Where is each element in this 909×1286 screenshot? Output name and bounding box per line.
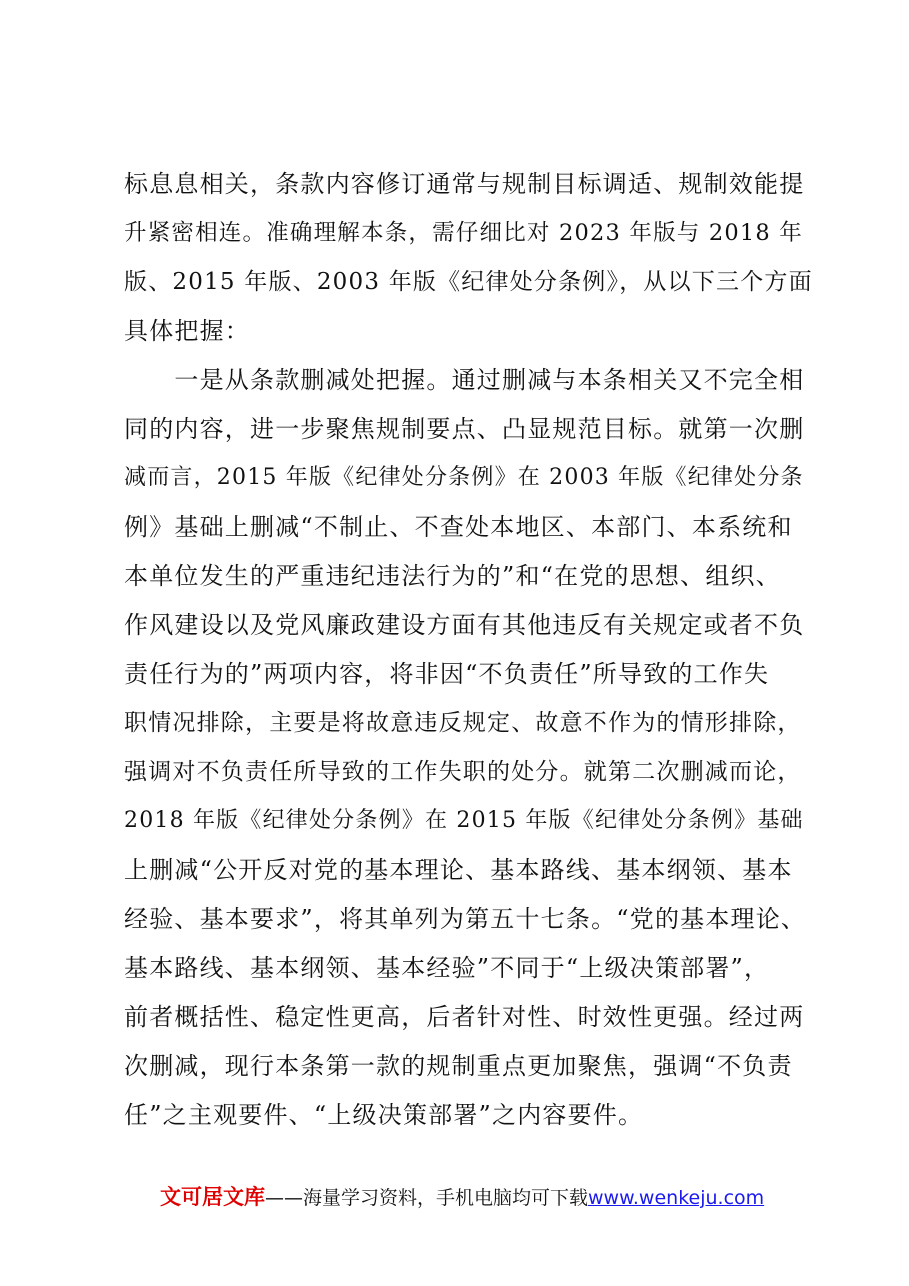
text-line: 任”之主观要件、“上级决策部署”之内容要件。 bbox=[124, 1101, 644, 1129]
text-line: 本单位发生的严重违纪违法行为的”和“在党的思想、组织、 bbox=[124, 562, 781, 590]
text-line: 前者概括性、稳定性更高，后者针对性、时效性更强。经过两 bbox=[124, 1003, 805, 1031]
footer-banner bbox=[160, 1181, 780, 1213]
text-line: 一是从条款删减处把握。通过删减与本条相关又不完全相 bbox=[124, 366, 805, 394]
text-line: 责任行为的”两项内容，将非因“不负责任”所导致的工作失 bbox=[124, 660, 770, 688]
text-line: 标息息相关，条款内容修订通常与规制目标调适、规制效能提 bbox=[124, 170, 805, 198]
text-line: 升紧密相连。准确理解本条，需仔细比对 2023 年版与 2018 年 bbox=[124, 220, 803, 246]
text-line: 职情况排除，主要是将故意违反规定、故意不作为的情形排除， bbox=[124, 710, 802, 736]
text-line: 经验、基本要求”，将其单列为第五十七条。“党的基本理论、 bbox=[124, 905, 807, 933]
text-line: 同的内容，进一步聚焦规制要点、凸显规范目标。就第一次删 bbox=[124, 415, 805, 443]
text-line: 次删减，现行本条第一款的规制重点更加聚焦，强调“不负责 bbox=[124, 1052, 793, 1080]
footer-website-link[interactable]: www.wenkeju.com bbox=[588, 1187, 765, 1209]
text-line: 具体把握： bbox=[124, 317, 250, 345]
text-line: 上删减“公开反对党的基本理论、基本路线、基本纲领、基本 bbox=[124, 856, 793, 884]
text-line: 例》基础上删减“不制止、不查处本地区、本部门、本系统和 bbox=[124, 513, 793, 541]
footer-tagline: ——海量学习资料，手机电脑均可下载 bbox=[265, 1187, 589, 1209]
text-line: 版、2015 年版、2003 年版《纪律处分条例》，从以下三个方面 bbox=[124, 269, 813, 295]
text-line: 2018 年版《纪律处分条例》在 2015 年版《纪律处分条例》基础 bbox=[124, 808, 804, 833]
text-line: 基本路线、基本纲领、基本经验”不同于“上级决策部署”， bbox=[124, 954, 770, 982]
footer-brand: 文可居文库 bbox=[160, 1185, 265, 1209]
text-line: 减而言，2015 年版《纪律处分条例》在 2003 年版《纪律处分条 bbox=[124, 465, 804, 490]
text-line: 强调对不负责任所导致的工作失职的处分。就第二次删减而论， bbox=[124, 759, 802, 785]
text-line: 作风建设以及党风廉政建设方面有其他违反有关规定或者不负 bbox=[124, 611, 805, 639]
